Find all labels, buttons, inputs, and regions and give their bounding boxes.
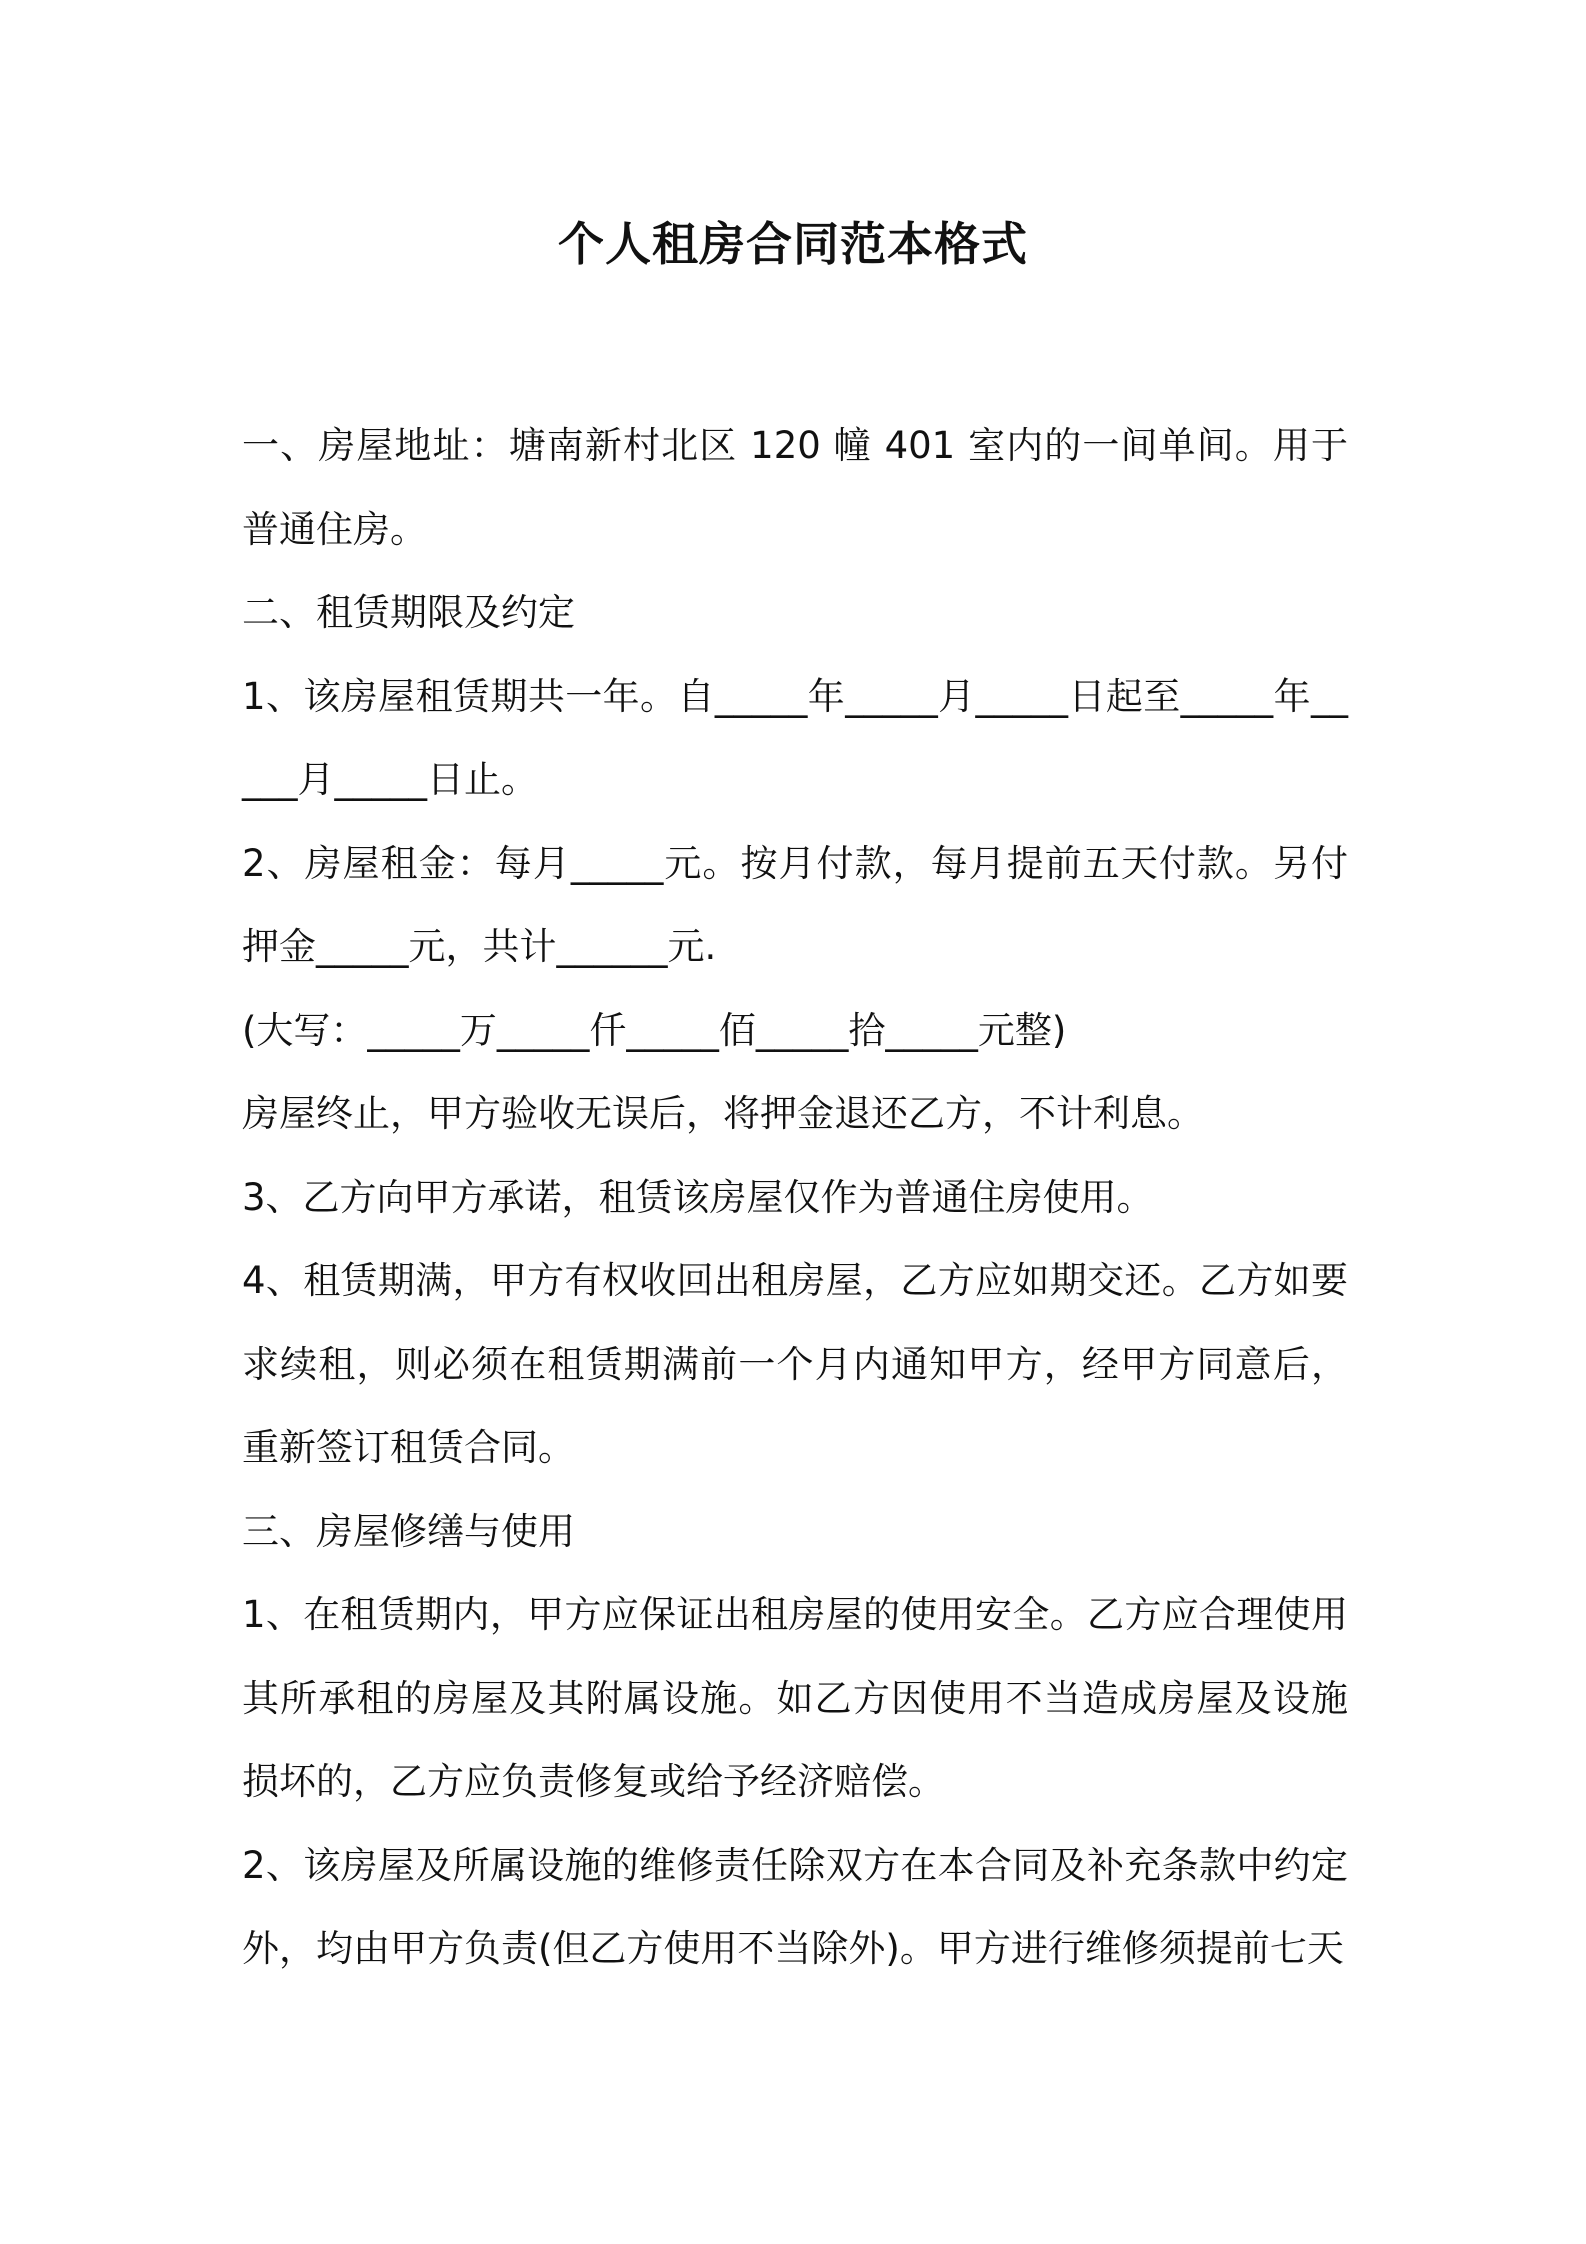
clause-house-address: 一、房屋地址：塘南新村北区 120 幢 401 室内的一间单间。用于普通住房。 (242, 424, 1348, 551)
clause-maintenance: 2、该房屋及所属设施的维修责任除双方在本合同及补充条款中约定外，均由甲方负责(但乙方使用不当除外)。甲方进行维修须提前七天 (242, 1843, 1348, 1970)
section-heading-lease-term: 二、租赁期限及约定 (242, 591, 575, 634)
clause-lease-renewal: 4、租赁期满，甲方有权收回出租房屋，乙方应如期交还。乙方如要求续租，则必须在租赁期满前一个月内通知甲方，经甲方同意后，重新签订租赁合同。 (242, 1259, 1348, 1469)
document-body (242, 404, 1348, 1991)
clause-safe-use: 1、在租赁期内，甲方应保证出租房屋的使用安全。乙方应合理使用其所承租的房屋及其附属设施。如乙方因使用不当造成房屋及设施损坏的，乙方应负责修复或给予经济赔偿。 (242, 1593, 1348, 1803)
clause-residential-use: 3、乙方向甲方承诺，租赁该房屋仅作为普通住房使用。 (242, 1175, 1154, 1219)
document-title: 个人租房合同范本格式 (558, 217, 1028, 271)
clause-amount-in-words: (大写：_____万_____仟_____佰_____拾_____元整) (242, 1008, 1067, 1052)
clause-deposit-refund: 房屋终止，甲方验收无误后，将押金退还乙方，不计利息。 (242, 1092, 1204, 1135)
section-heading-repair-use: 三、房屋修缮与使用 (242, 1509, 575, 1553)
clause-rent: 2、房屋租金：每月_____元。按月付款，每月提前五天付款。另付押金_____元，共计______元. (242, 841, 1348, 968)
clause-lease-period: 1、该房屋租赁期共一年。自_____年_____月_____日起至_____年_____月_____日止。 (242, 674, 1348, 801)
